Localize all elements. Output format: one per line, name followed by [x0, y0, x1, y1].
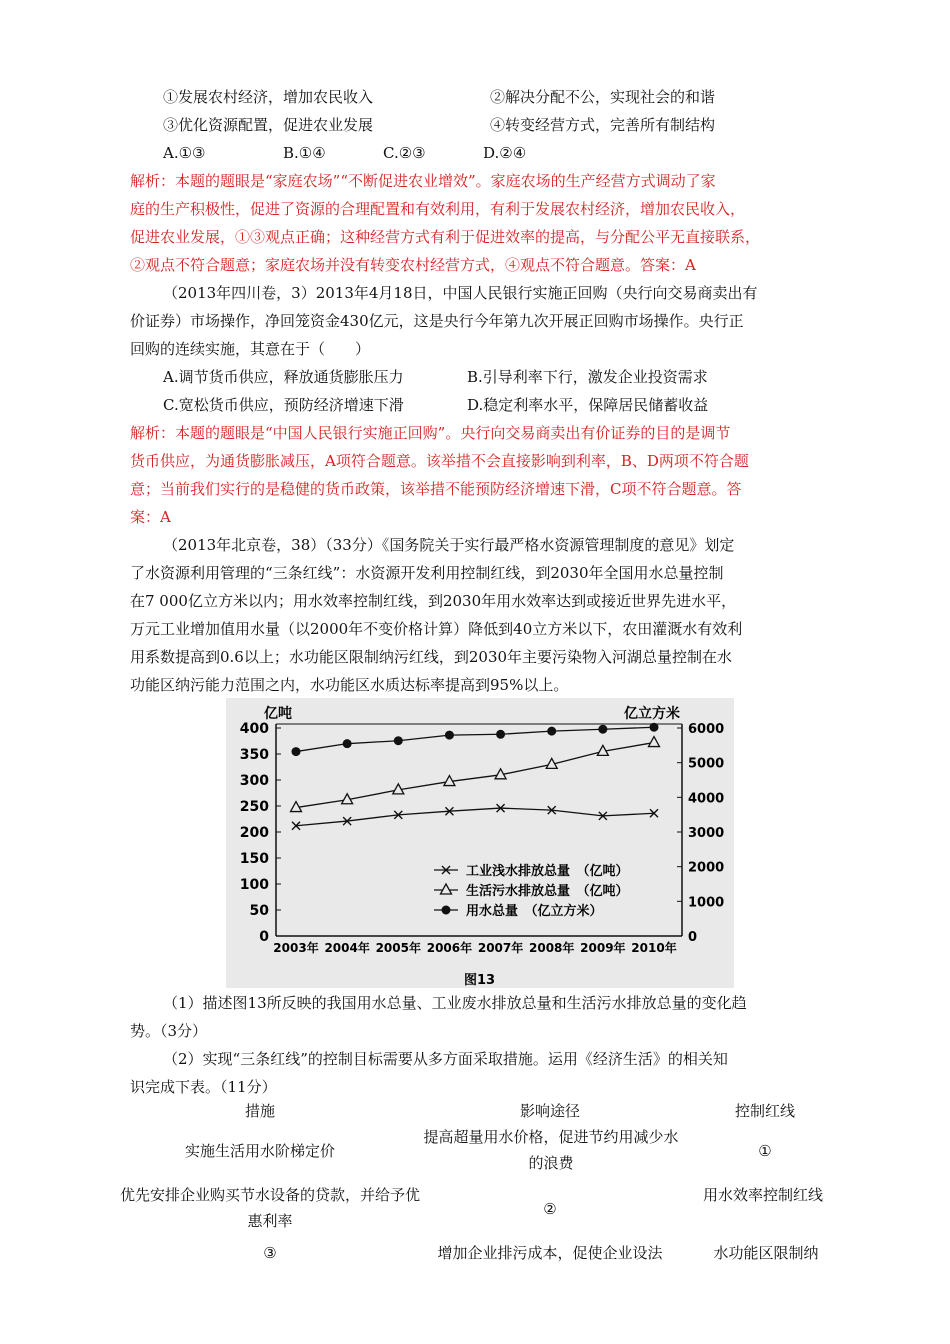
x-tick-label: 2005年	[375, 941, 421, 955]
x-tick-label: 2008年	[529, 941, 575, 955]
q3-stem-line: 功能区纳污能力范围之内，水功能区水质达标率提高到95%以上。	[130, 676, 569, 694]
q1-analysis-line: ②观点不符合题意；家庭农场并没有转变农村经营方式，④观点不符合题意。答案：A	[130, 256, 696, 274]
table-header-path: 影响途径	[519, 1102, 580, 1120]
right-tick-label: 3000	[688, 826, 725, 841]
legend-label: 用水总量 （亿立方米）	[466, 904, 603, 919]
q2-choice-c: C.宽松货币供应，预防经济增速下滑	[163, 396, 404, 414]
left-tick-label: 50	[249, 903, 269, 919]
legend-label: 生活污水排放总量 （亿吨）	[466, 884, 629, 899]
legend-label: 工业浅水排放总量 （亿吨）	[466, 864, 629, 879]
x-tick-label: 2003年	[273, 941, 319, 955]
data-point-dot	[598, 725, 607, 734]
q3-sub2-line: 识完成下表。（11分）	[130, 1078, 277, 1096]
q1-choice-c: C.②③	[383, 144, 426, 162]
q3-stem-line: 用系数提高到0.6以上；水功能区限制纳污红线，到2030年主要污染物入河湖总量控制在水	[130, 648, 733, 666]
data-point-dot	[496, 730, 505, 739]
q1-analysis-line: 解析：本题的题眼是“家庭农场”“不断促进农业增效”。家庭农场的生产经营方式调动了家	[130, 172, 716, 190]
x-tick-label: 2006年	[426, 941, 473, 955]
left-tick-label: 0	[259, 929, 269, 945]
right-tick-label: 4000	[688, 791, 725, 807]
x-tick-label: 2004年	[324, 941, 370, 955]
q3-stem-line: 在7 000亿立方米以内；用水效率控制红线，到2030年用水效率达到或接近世界先进水平，	[130, 592, 737, 610]
data-point-dot	[445, 731, 454, 740]
figure-title: 图13	[464, 973, 496, 988]
q2-stem-line: （2013年四川卷，3）2013年4月18日，中国人民银行实施正回购（央行向交易商卖出有	[163, 284, 758, 302]
q1-analysis-line: 庭的生产积极性，促进了资源的合理配置和有效利用，有利于发展农村经济，增加农民收入，	[130, 200, 746, 218]
left-axis-unit: 亿吨	[264, 706, 292, 722]
table-cell: 增加企业排污成本，促使企业设法	[437, 1244, 663, 1262]
table-cell: ③	[263, 1244, 277, 1262]
data-point-dot	[650, 723, 659, 732]
data-point-triangle	[649, 737, 660, 747]
q2-choice-b: B.引导利率下行，激发企业投资需求	[467, 368, 708, 386]
q1-analysis-line: 促进农业发展，①③观点正确；这种经营方式有利于促进效率的提高，与分配公平无直接联系，	[130, 228, 761, 246]
table-cell: 提高超量用水价格，促进节约用减少水的浪费	[423, 1128, 679, 1172]
q2-analysis-line: 货币供应，为通货膨胀减压，A项符合题意。该举措不会直接影响到利率，B、D两项不符合题	[130, 452, 749, 470]
left-tick-label: 250	[239, 799, 269, 815]
q2-analysis-line: 意；当前我们实行的是稳健的货币政策，该举措不能预防经济增速下滑，C项不符合题意。答	[130, 480, 742, 498]
q3-sub1-line: （1）描述图13所反映的我国用水总量、工业废水排放总量和生活污水排放总量的变化趋	[163, 994, 747, 1012]
q1-choice-a: A.①③	[163, 144, 206, 162]
q1-option-3: ③优化资源配置，促进农业发展	[163, 116, 374, 134]
q1-choice-b: B.①④	[283, 144, 326, 162]
q2-choice-d: D.稳定利率水平，保障居民储蓄收益	[467, 396, 709, 414]
table-header-measure: 措施	[244, 1102, 275, 1120]
right-tick-label: 1000	[688, 895, 725, 911]
table-cell: 实施生活用水阶梯定价	[184, 1142, 335, 1160]
data-point-dot	[394, 736, 403, 745]
left-tick-label: 100	[239, 877, 269, 893]
chart-svg	[226, 698, 734, 988]
q1-choice-d: D.②④	[483, 144, 527, 162]
right-tick-label: 6000	[688, 722, 725, 737]
right-tick-label: 5000	[688, 756, 725, 772]
x-tick-label: 2009年	[580, 941, 626, 955]
q2-stem-line: 价证券）市场操作，净回笼资金430亿元，这是央行今年第九次开展正回购市场操作。央行正	[130, 312, 744, 330]
figure-13-chart	[226, 698, 734, 988]
table-cell: ②	[543, 1200, 557, 1218]
table-cell: 水功能区限制纳	[713, 1244, 819, 1262]
right-tick-label: 0	[688, 930, 698, 945]
left-tick-label: 400	[239, 721, 269, 737]
q3-sub2-line: （2）实现“三条红线”的控制目标需要从多方面采取措施。运用《经济生活》的相关知	[163, 1050, 728, 1068]
q2-analysis-line: 案：A	[130, 508, 171, 526]
q1-option-2: ②解决分配不公，实现社会的和谐	[490, 88, 716, 106]
table-cell: ①	[758, 1142, 772, 1160]
data-point-dot	[292, 747, 301, 756]
q2-choice-a: A.调节货币供应，释放通货膨胀压力	[163, 368, 404, 386]
left-tick-label: 150	[239, 851, 269, 867]
q2-analysis-line: 解析：本题的题眼是“中国人民银行实施正回购”。央行向交易商卖出有价证券的目的是调节	[130, 424, 731, 442]
data-point-dot	[442, 906, 451, 915]
q3-stem-line: （2013年北京卷，38）（33分）《国务院关于实行最严格水资源管理制度的意见》划定	[163, 536, 735, 554]
table-header-redline: 控制红线	[734, 1102, 795, 1120]
x-tick-label: 2007年	[477, 941, 524, 955]
q3-sub1-line: 势。（3分）	[130, 1022, 208, 1040]
x-tick-label: 2010年	[631, 941, 677, 955]
q2-stem-line: 回购的连续实施，其意在于（ ）	[130, 340, 371, 358]
q3-stem-line: 万元工业增加值用水量（以2000年不变价格计算）降低到40立方米以下，农田灌溉水有效利	[130, 620, 743, 638]
q3-stem-line: 了水资源利用管理的“三条红线”：水资源开发利用控制红线，到2030年全国用水总量控制	[130, 564, 724, 582]
data-point-dot	[343, 739, 352, 748]
left-tick-label: 350	[239, 747, 269, 763]
data-point-triangle	[441, 884, 452, 894]
left-tick-label: 300	[239, 773, 269, 789]
table-cell: 优先安排企业购买节水设备的贷款，并给予优惠利率	[120, 1186, 421, 1230]
right-axis-unit: 亿立方米	[624, 706, 680, 722]
q1-option-4: ④转变经营方式，完善所有制结构	[490, 116, 716, 134]
table-cell: 用水效率控制红线	[702, 1186, 823, 1204]
left-tick-label: 200	[239, 825, 269, 841]
right-tick-label: 2000	[688, 860, 725, 876]
q1-option-1: ①发展农村经济，增加农民收入	[163, 88, 374, 106]
data-point-dot	[547, 727, 556, 736]
